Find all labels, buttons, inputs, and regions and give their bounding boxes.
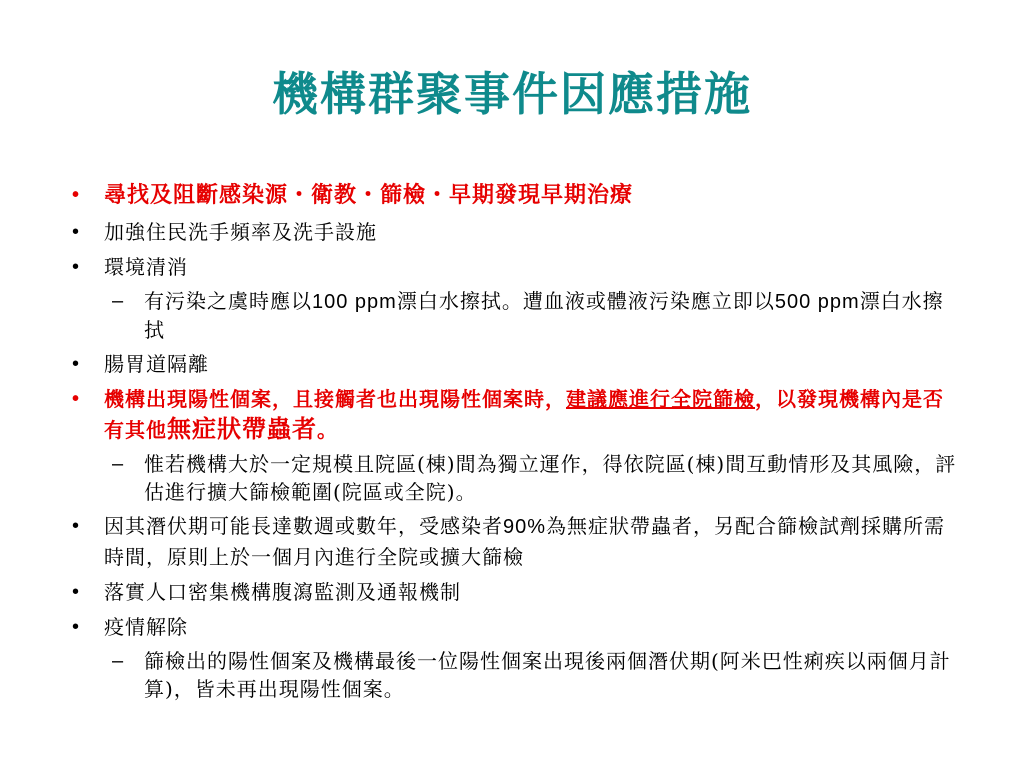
bullet-icon: • — [72, 221, 81, 243]
bullet-text: 加強住民洗手頻率及洗手設施 — [104, 220, 377, 244]
sub-item-5-1 — [60, 450, 960, 506]
bullet-item-4 — [60, 349, 960, 379]
bullet-text: 腸胃道隔離 — [104, 352, 209, 376]
bullet-text-part: 90% — [503, 516, 547, 538]
bullet-icon: • — [72, 184, 81, 206]
sub-text-part: 500 ppm — [774, 291, 860, 313]
sub-text-part: 有污染之虞時應以 — [144, 289, 312, 313]
bullet-text-part: ，以發現機構內是否有其他 — [104, 387, 944, 442]
bullet-text: 環境清消 — [104, 255, 188, 279]
bullet-text-part: 機構出現陽性個案，且接觸者也出現陽性個案時， — [104, 387, 566, 411]
dash-icon: – — [112, 453, 125, 475]
bullet-item-2 — [60, 217, 960, 247]
bullet-icon: • — [72, 256, 81, 278]
slide-body — [60, 178, 960, 708]
sub-item-8-1 — [60, 647, 960, 703]
bullet-icon: • — [72, 353, 81, 375]
bullet-text-part: 。 — [317, 418, 338, 442]
bullet-icon: • — [72, 388, 81, 410]
bullet-icon: • — [72, 515, 81, 537]
bullet-item-8 — [60, 612, 960, 642]
bullet-text: 疫情解除 — [104, 615, 188, 639]
bullet-text-part: 因其潛伏期可能長達數週或數年，受感染者 — [104, 514, 503, 538]
bullet-icon: • — [72, 581, 81, 603]
bullet-text-part: 為無症狀帶蟲者，另配合篩檢試劑採購所需時間，原則上於一個月內進行全院或擴大篩檢 — [104, 514, 946, 569]
bullet-icon: • — [72, 616, 81, 638]
dash-icon: – — [112, 650, 125, 672]
bullet-text-part-underlined: 建議應進行全院篩檢 — [566, 387, 755, 411]
bullet-text-part-large: 無症狀帶蟲者 — [167, 414, 317, 443]
sub-text: 篩檢出的陽性個案及機構最後一位陽性個案出現後兩個潛伏期(阿米巴性痢疾以兩個月計算)，皆未再出現陽性個案。 — [144, 649, 951, 701]
slide-title: 機構群聚事件因應措施 — [272, 67, 752, 121]
bullet-item-5 — [60, 384, 960, 445]
sub-item-3-1 — [60, 287, 960, 344]
sub-text: 惟若機構大於一定規模且院區(棟)間為獨立運作，得依院區(棟)間互動情形及其風險，評估進行擴大篩檢範圍(院區或全院)。 — [144, 452, 957, 504]
bullet-item-7 — [60, 577, 960, 607]
bullet-item-6 — [60, 511, 960, 572]
sub-text-part: 漂白水擦拭 — [144, 289, 944, 342]
dash-icon: – — [112, 290, 125, 312]
bullet-text: 落實人口密集機構腹瀉監測及通報機制 — [104, 580, 461, 604]
bullet-item-3 — [60, 252, 960, 282]
bullet-text: 尋找及阻斷感染源・衛教・篩檢・早期發現早期治療 — [104, 182, 634, 208]
sub-text-part: 100 ppm — [312, 291, 397, 313]
bullet-item-1 — [60, 178, 960, 212]
sub-text-part: 漂白水擦拭。遭血液或體液污染應立即以 — [396, 289, 775, 313]
